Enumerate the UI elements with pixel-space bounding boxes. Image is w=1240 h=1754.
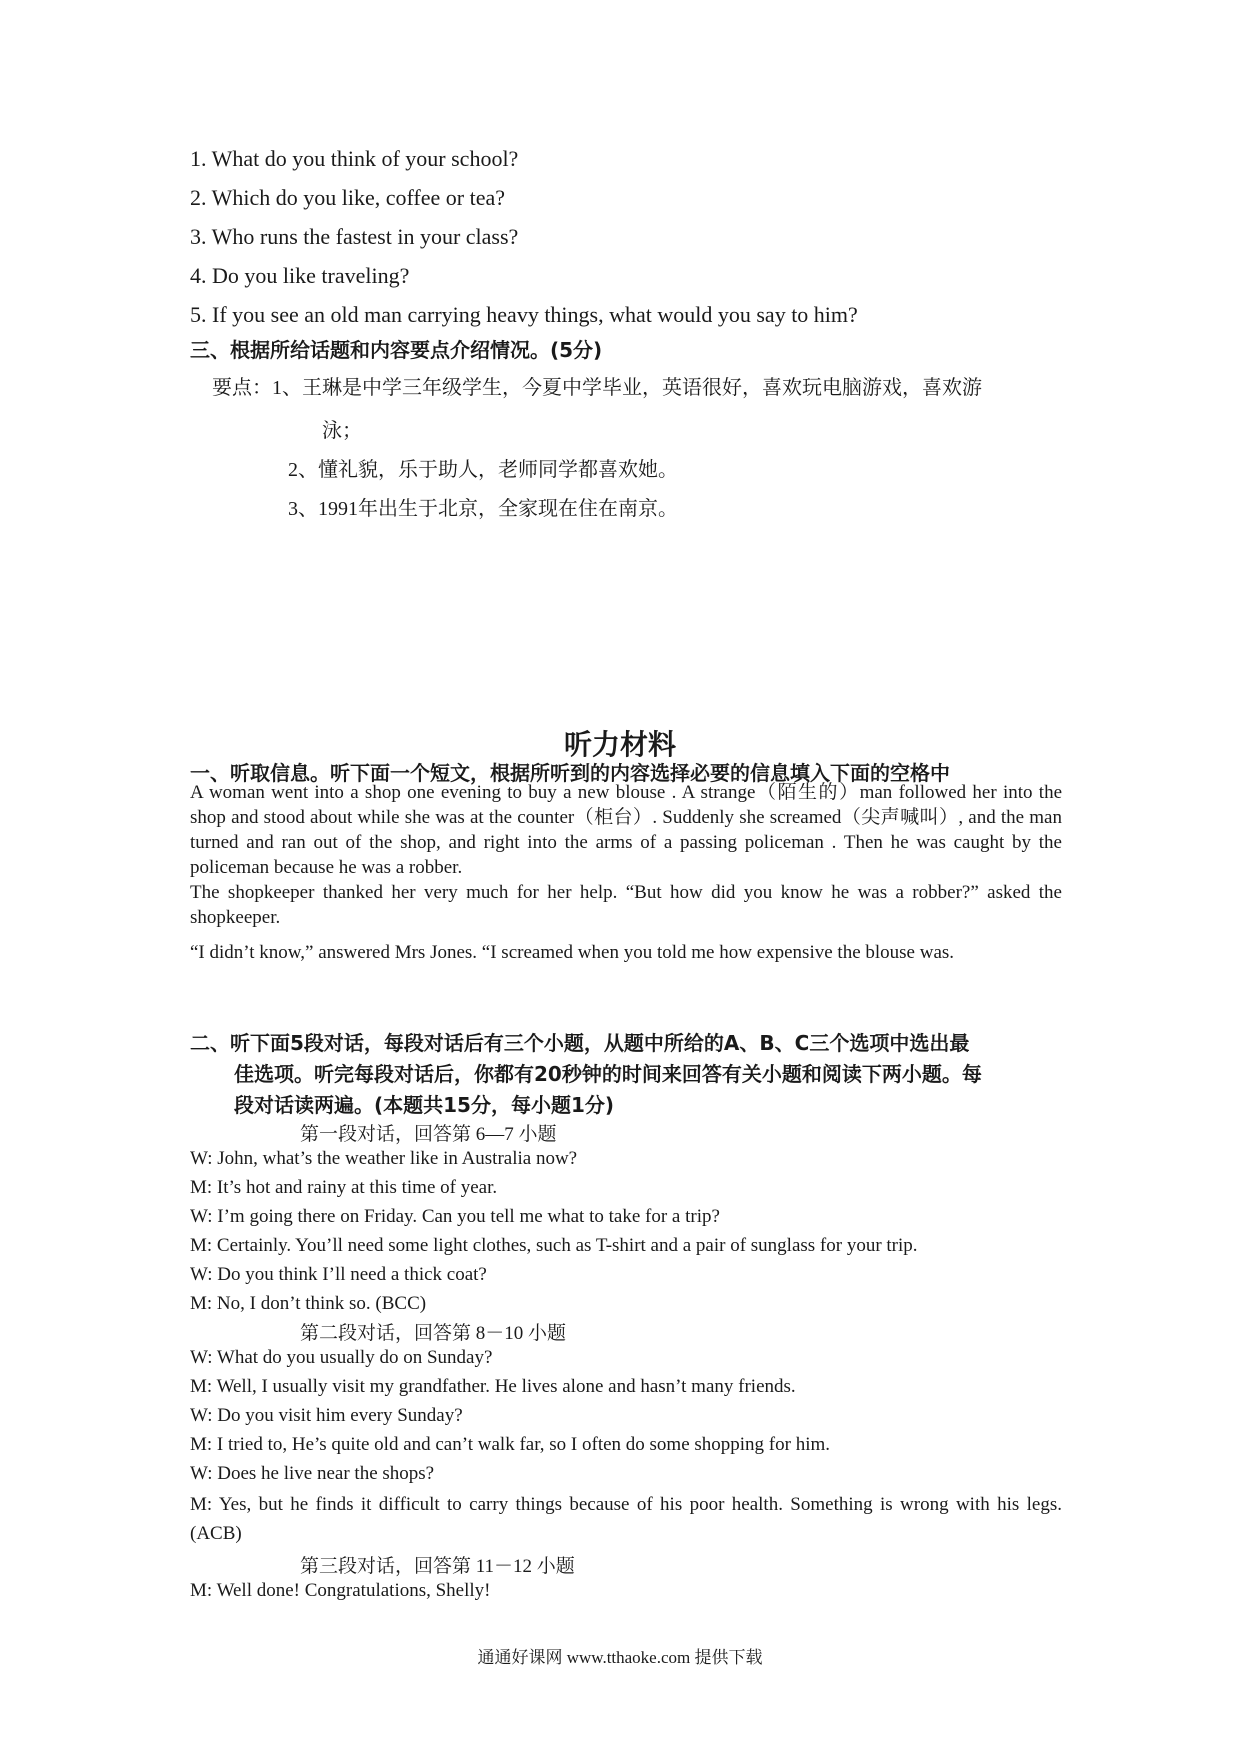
dialog2-line: W: What do you usually do on Sunday?: [190, 1347, 493, 1368]
dialog2-line: M: I tried to, He’s quite old and can’t walk far, so I often do some shopping for him.: [190, 1434, 831, 1455]
part2-heading-line-2: 佳选项。听完每段对话后，你都有20秒钟的时间来回答有关小题和阅读下两小题。每: [234, 1062, 982, 1086]
dialog1-label: 第一段对话，回答第 6—7 小题: [300, 1124, 557, 1145]
dialog1-line: W: John, what’s the weather like in Australia now?: [190, 1148, 578, 1169]
question-2: 2. Which do you like, coffee or tea?: [190, 185, 506, 210]
passage-paragraph-1: A woman went into a shop one evening to buy a new blouse . A strange（陌生的）man followed her into the shop and stood about while she was at the counter（柜台）. Suddenly she screamed（尖声喊叫）, and the man turned and ran out of the shop, and right into the arms of a passing policeman . Then he was caught by the policeman because he was a robber.: [190, 782, 1062, 878]
dialog1-line: M: No, I don’t think so. (BCC): [190, 1293, 427, 1314]
section3-point-1: 要点：1、王琳是中学三年级学生，今夏中学毕业，英语很好，喜欢玩电脑游戏，喜欢游: [212, 377, 982, 399]
dialog2-line-last: M: Yes, but he finds it difficult to carry things because of his poor health. Something is wrong with his legs. (ACB): [190, 1494, 1062, 1544]
passage-paragraph-2: The shopkeeper thanked her very much for her help. “But how did you know he was a robber?” asked the shopkeeper.: [190, 882, 1062, 928]
listening-part1-heading: 一、听取信息。听下面一个短文，根据所听到的内容选择必要的信息填入下面的空格中: [190, 761, 950, 785]
section3-heading: 三、根据所给话题和内容要点介绍情况。(5分): [190, 338, 603, 362]
page-footer: 通通好课网 www.tthaoke.com 提供下载: [477, 1648, 763, 1667]
part2-heading-line-1: 二、听下面5段对话，每段对话后有三个小题，从题中所给的A、B、C三个选项中选出最: [190, 1031, 970, 1055]
dialog1-line: M: It’s hot and rainy at this time of year.: [190, 1177, 498, 1198]
listening-part2-heading: [190, 1028, 1062, 1121]
question-3: 3. Who runs the fastest in your class?: [190, 224, 519, 249]
question-1: 1. What do you think of your school?: [190, 146, 519, 171]
dialog2-line: M: Well, I usually visit my grandfather. He lives alone and hasn’t many friends.: [190, 1376, 796, 1397]
listening-title: 听力材料: [563, 728, 676, 761]
section3-point-2: 2、懂礼貌，乐于助人，老师同学都喜欢她。: [288, 459, 678, 481]
dialog1-line: W: Do you think I’ll need a thick coat?: [190, 1264, 487, 1285]
part2-heading-line-3: 段对话读两遍。(本题共15分，每小题1分): [234, 1093, 615, 1117]
section3-point-3: 3、1991年出生于北京，全家现在住在南京。: [288, 498, 678, 520]
dialog2-label: 第二段对话，回答第 8－10 小题: [300, 1323, 567, 1344]
section3-point-1-cont: 泳；: [322, 420, 362, 442]
dialog3-label: 第三段对话，回答第 11－12 小题: [300, 1556, 575, 1577]
dialog3-line: M: Well done! Congratulations, Shelly!: [190, 1580, 491, 1601]
dialog2-line: W: Does he live near the shops?: [190, 1463, 435, 1484]
dialog1-line: M: Certainly. You’ll need some light clothes, such as T-shirt and a pair of sunglass for your trip.: [190, 1235, 918, 1256]
dialog1-line: W: I’m going there on Friday. Can you tell me what to take for a trip?: [190, 1206, 720, 1227]
question-4: 4. Do you like traveling?: [190, 263, 410, 288]
passage-paragraph-3: “I didn’t know,” answered Mrs Jones. “I screamed when you told me how expensive the blouse was.: [190, 942, 955, 963]
dialog2-line: W: Do you visit him every Sunday?: [190, 1405, 463, 1426]
question-5: 5. If you see an old man carrying heavy things, what would you say to him?: [190, 302, 858, 327]
